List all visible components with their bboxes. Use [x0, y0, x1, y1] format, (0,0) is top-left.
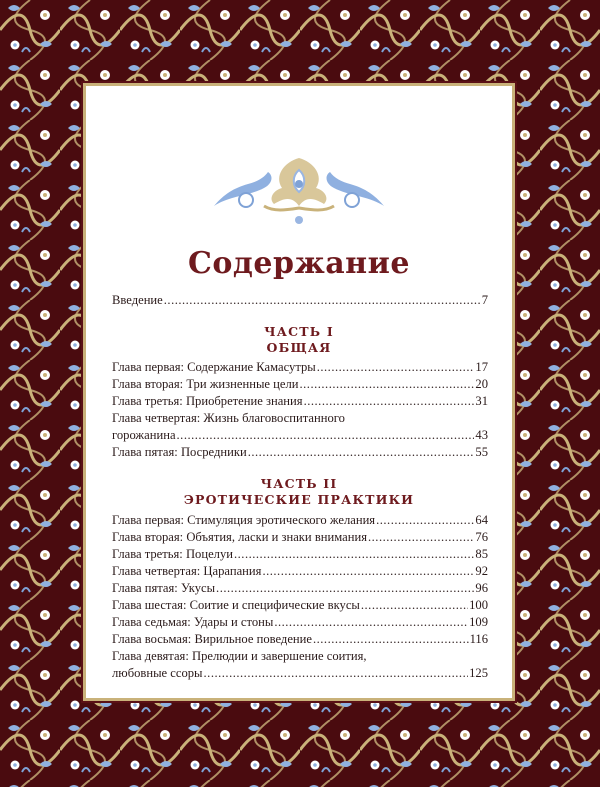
toc-label: Глава вторая: Три жизненные цели	[112, 377, 299, 391]
leader-dots	[368, 529, 474, 545]
toc-entry[interactable]	[112, 665, 488, 681]
toc-entry-intro[interactable]	[112, 292, 488, 308]
toc-page: 17	[475, 360, 488, 374]
toc-label: Глава седьмая: Удары и стоны	[112, 615, 274, 629]
toc-label: Глава шестая: Соитие и специфические вкусы	[112, 598, 360, 612]
toc-label: горожанина	[112, 428, 176, 442]
toc-page: 125	[469, 666, 488, 680]
part-subheading: ОБЩАЯ	[266, 340, 332, 355]
leader-dots	[376, 512, 474, 528]
toc-entry[interactable]	[112, 427, 488, 443]
leader-dots	[313, 631, 469, 647]
leader-dots	[164, 292, 481, 308]
toc-entry[interactable]	[112, 631, 488, 647]
leader-dots	[248, 444, 475, 460]
toc-entry[interactable]	[112, 376, 488, 392]
toc-label: Глава первая: Содержание Камасутры	[112, 360, 316, 374]
leader-dots	[274, 614, 468, 630]
toc-entry[interactable]	[112, 614, 488, 630]
leader-dots	[262, 563, 474, 579]
toc-entry[interactable]	[112, 393, 488, 409]
toc-page: 109	[469, 615, 488, 629]
toc-page: 55	[475, 445, 488, 459]
part-heading: ЧАСТЬ II	[260, 476, 338, 491]
toc-page: 31	[475, 394, 488, 408]
leader-dots	[216, 580, 474, 596]
toc-label: Глава вторая: Объятия, ласки и знаки внимания	[112, 530, 367, 544]
contents-panel	[86, 86, 512, 698]
toc-page: 43	[475, 428, 488, 442]
toc-page: 20	[475, 377, 488, 391]
toc-label: Глава третья: Поцелуи	[112, 547, 233, 561]
page-title: Содержание	[188, 246, 410, 281]
toc-entry[interactable]	[112, 359, 488, 375]
toc-entry[interactable]	[112, 546, 488, 562]
floral-ornament-icon	[204, 148, 394, 228]
toc-page: 64	[475, 513, 488, 527]
toc-label: Глава восьмая: Вирильное поведение	[112, 632, 312, 646]
toc-page: 100	[469, 598, 488, 612]
toc-entry[interactable]	[112, 597, 488, 613]
part-subheading: ЭРОТИЧЕСКИЕ ПРАКТИКИ	[183, 492, 415, 507]
toc-page: 116	[469, 632, 488, 646]
toc-page: 92	[475, 564, 488, 578]
toc-page: 85	[475, 547, 488, 561]
toc-page: 7	[481, 293, 488, 307]
leader-dots	[234, 546, 474, 562]
toc-page: 76	[475, 530, 488, 544]
toc-label: Введение	[112, 293, 163, 307]
leader-dots	[317, 359, 475, 375]
leader-dots	[304, 393, 475, 409]
toc-entry[interactable]	[112, 444, 488, 460]
leader-dots	[177, 427, 475, 443]
toc-label: Глава первая: Стимуляция эротического желания	[112, 513, 376, 527]
toc-label: Глава четвертая: Царапания	[112, 564, 262, 578]
toc-entry[interactable]	[112, 580, 488, 596]
leader-dots	[300, 376, 475, 392]
leader-dots	[204, 665, 469, 681]
toc-label: Глава пятая: Посредники	[112, 445, 247, 459]
toc-label-line1[interactable]: Глава четвертая: Жизнь благовоспитанного	[112, 411, 345, 425]
toc-label: Глава третья: Приобретение знания	[112, 394, 303, 408]
toc-label-line1[interactable]: Глава девятая: Прелюдии и завершение соития,	[112, 649, 367, 663]
toc-label: Глава пятая: Укусы	[112, 581, 216, 595]
toc-entry[interactable]	[112, 512, 488, 528]
leader-dots	[361, 597, 468, 613]
toc-page: 96	[475, 581, 488, 595]
toc-entry[interactable]	[112, 529, 488, 545]
toc-label: любовные ссоры	[112, 666, 203, 680]
part-heading: ЧАСТЬ I	[264, 324, 334, 339]
toc-entry[interactable]	[112, 563, 488, 579]
